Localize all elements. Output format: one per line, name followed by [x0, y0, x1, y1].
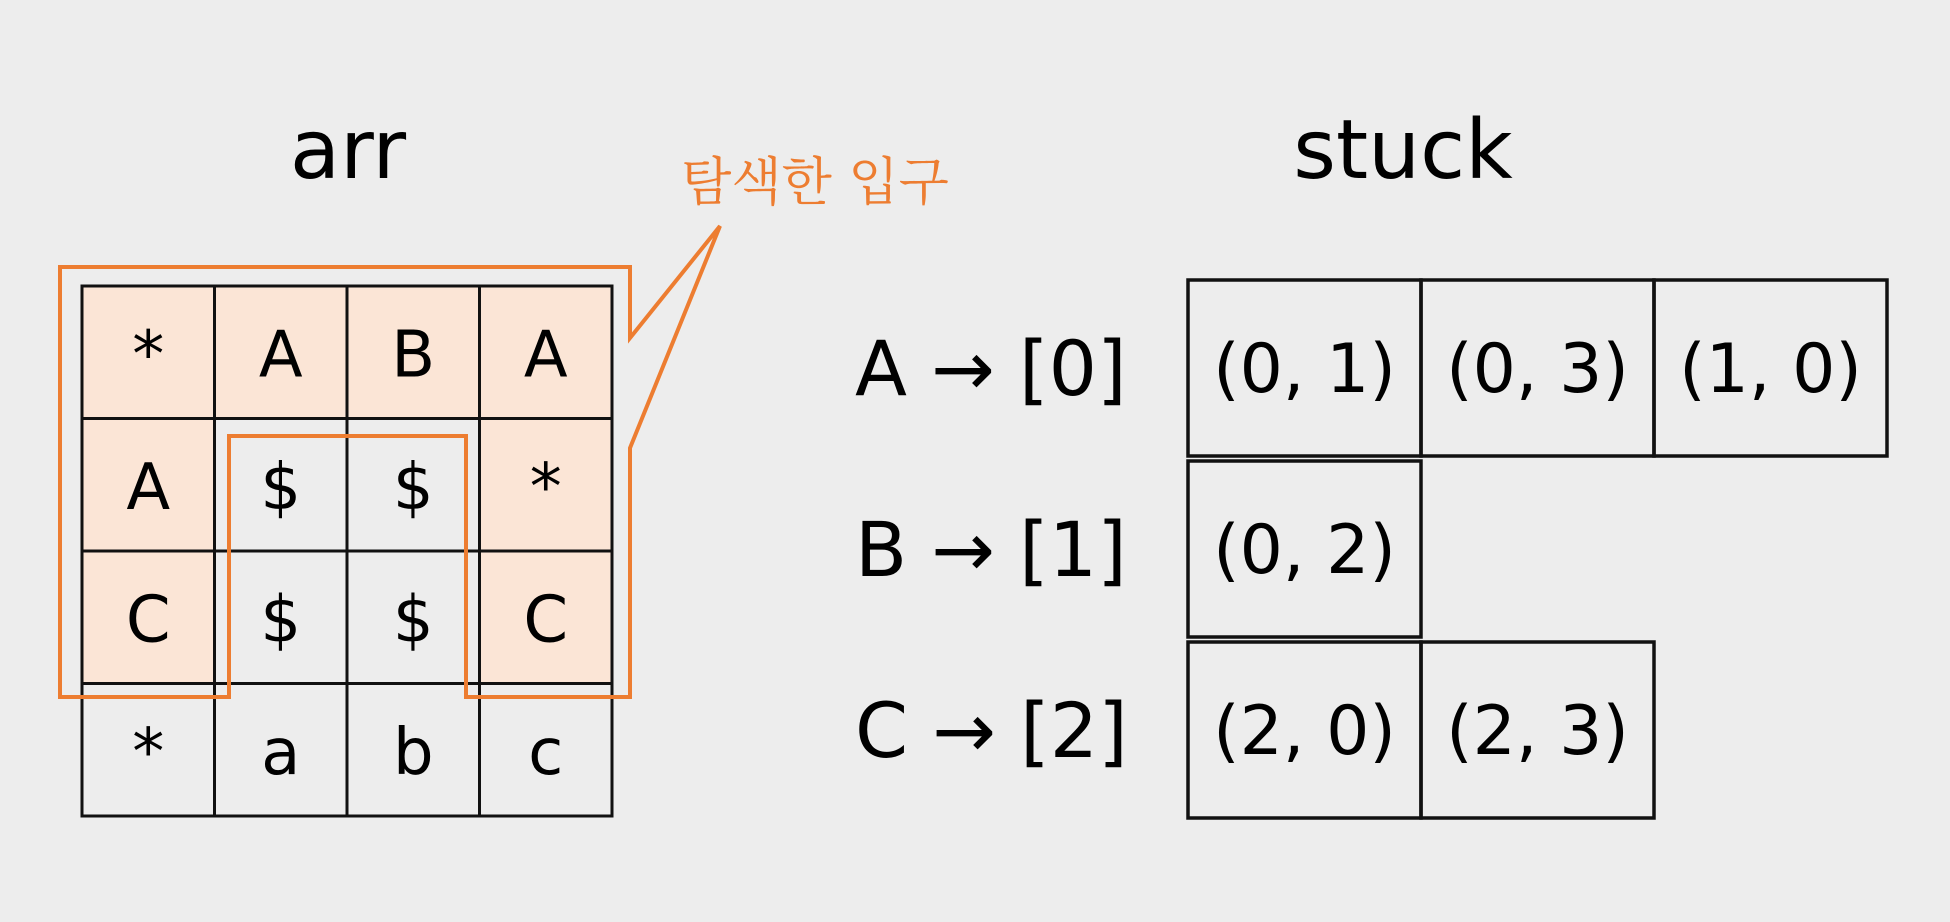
- arr-cell-value: B: [391, 318, 436, 393]
- arr-grid: [82, 286, 612, 816]
- stuck-row-label: B → [1]: [855, 505, 1127, 594]
- arr-cell-value: $: [392, 450, 434, 525]
- arr-cell-value: $: [260, 583, 302, 658]
- stuck-item-coord: (2, 0): [1213, 692, 1396, 771]
- arr-cell-value: C: [523, 583, 569, 658]
- stuck-item-coord: (1, 0): [1679, 330, 1862, 409]
- stuck-item-coord: (0, 1): [1213, 330, 1396, 409]
- stuck-item-coord: (0, 2): [1213, 511, 1396, 590]
- arr-cell-value: c: [528, 715, 564, 790]
- arr-cell-value: b: [392, 715, 434, 790]
- arr-cell-value: $: [392, 583, 434, 658]
- arr-cell-value: a: [261, 715, 301, 790]
- callout-label: 탐색한 입구: [681, 153, 949, 213]
- stuck-item-coord: (2, 3): [1446, 692, 1629, 771]
- arr-title: arr: [289, 103, 407, 198]
- arr-cell-value: *: [132, 715, 165, 790]
- arr-cell-value: *: [529, 450, 562, 525]
- stuck-row-label: C → [2]: [855, 686, 1128, 775]
- arr-cell-value: $: [260, 450, 302, 525]
- arr-cell-value: A: [126, 450, 171, 525]
- arr-cell-value: *: [132, 318, 165, 393]
- stuck-row-label: A → [0]: [855, 324, 1127, 413]
- arr-cell-value: A: [258, 318, 303, 393]
- arr-cell-value: C: [125, 583, 171, 658]
- arr-cell-value: A: [523, 318, 568, 393]
- stuck-item-coord: (0, 3): [1446, 330, 1629, 409]
- stuck-title: stuck: [1293, 103, 1513, 198]
